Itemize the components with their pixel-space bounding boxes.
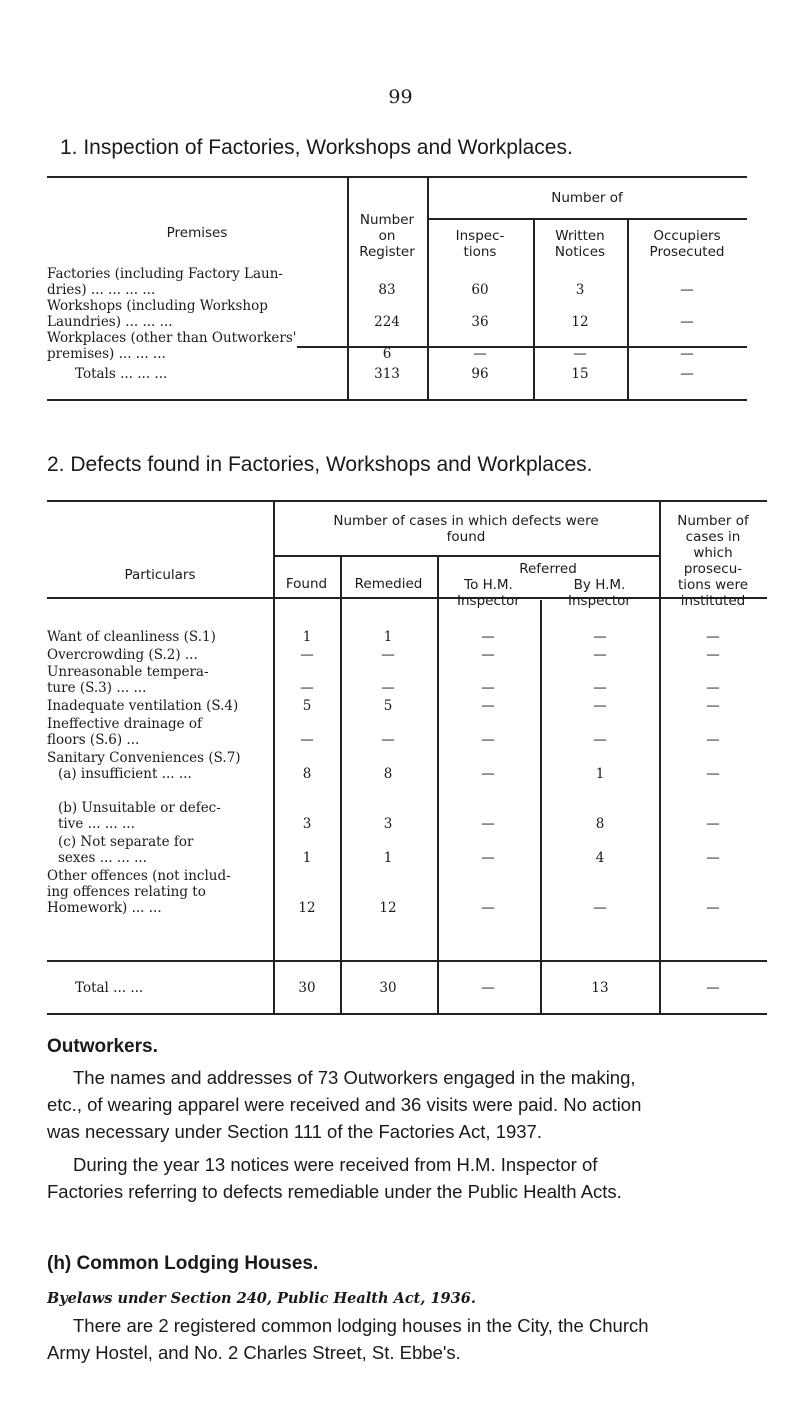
to-hm-header: To H.M. Inspector <box>457 577 520 609</box>
table-cell: 1 <box>595 766 605 782</box>
table-cell: — <box>593 732 607 748</box>
table-cell: 1 <box>383 629 393 645</box>
table-row-label: Factories (including Factory Laun- dries) ... ... ... ... <box>47 266 283 298</box>
table-cell: — <box>481 680 495 696</box>
table-cell: 12 <box>379 900 397 916</box>
table-cell: — <box>481 816 495 832</box>
table-cell: — <box>481 900 495 916</box>
number-of-header: Number of <box>551 190 623 206</box>
totals-cell: — <box>481 980 495 996</box>
totals-cell: 30 <box>379 980 397 996</box>
table-cell: — <box>706 698 720 714</box>
table-cell: 4 <box>595 850 605 866</box>
table-cell: 12 <box>571 314 589 330</box>
table-cell: 3 <box>383 816 393 832</box>
table-cell: — <box>706 629 720 645</box>
table-cell: 5 <box>383 698 393 714</box>
table-cell: — <box>381 732 395 748</box>
table-row-label: Workshops (including Workshop Laundries) ... ... ... <box>47 298 268 330</box>
table-cell: — <box>481 850 495 866</box>
table-cell: — <box>706 816 720 832</box>
table-cell: — <box>593 680 607 696</box>
table-cell: — <box>680 314 694 330</box>
table-cell: — <box>706 900 720 916</box>
section2-title: 2. Defects found in Factories, Workshops and Workplaces. <box>47 453 593 476</box>
table-cell: — <box>706 766 720 782</box>
particulars-header: Particulars <box>124 567 196 583</box>
table-cell: 3 <box>575 282 585 298</box>
table-cell: — <box>706 680 720 696</box>
totals-cell: 13 <box>591 980 609 996</box>
table-cell: 83 <box>378 282 396 298</box>
table-cell: — <box>593 900 607 916</box>
table-row-label: (b) Unsuitable or defec- tive ... ... ... <box>58 800 221 832</box>
table-cell: 12 <box>298 900 316 916</box>
table-row-label: (a) insufficient ... ... <box>58 766 192 782</box>
totals-cell: — <box>680 366 694 382</box>
table-cell: — <box>300 647 314 663</box>
inspections-header: Inspec- tions <box>455 228 505 260</box>
byelaws-subheading: Byelaws under Section 240, Public Health Act, 1936. <box>47 1290 476 1307</box>
table-row-label: Unreasonable tempera- ture (S.3) ... ... <box>47 664 209 696</box>
table-cell: 1 <box>302 629 312 645</box>
totals-cell: — <box>706 980 720 996</box>
cases-header: Number of cases in which defects were found <box>333 513 599 545</box>
table-cell: — <box>593 698 607 714</box>
table-cell: — <box>706 732 720 748</box>
totals-cell: 313 <box>374 366 400 382</box>
register-header: Number on Register <box>359 212 415 260</box>
table-row-label: Inadequate ventilation (S.4) <box>47 698 239 714</box>
table-cell: — <box>481 629 495 645</box>
table-row-label: Other offences (not includ- ing offences relating to Homework) ... ... <box>47 868 231 916</box>
written-notices-header: Written Notices <box>554 228 606 260</box>
referred-header: Referred <box>519 561 577 577</box>
table-cell: — <box>573 346 587 362</box>
table-cell: — <box>381 680 395 696</box>
table-row-label: Workplaces (other than Outworkers' premises) ... ... ... <box>47 330 297 362</box>
table-cell: — <box>481 647 495 663</box>
notices-paragraph: During the year 13 notices were received from H.M. Inspector of Factories referring to defects remediable under the Public Health Acts. <box>47 1154 622 1202</box>
table-cell: 36 <box>471 314 489 330</box>
outworkers-heading: Outworkers. <box>47 1036 158 1057</box>
table-cell: — <box>706 850 720 866</box>
remedied-header: Remedied <box>354 576 423 592</box>
table-cell: — <box>481 766 495 782</box>
table-cell: 3 <box>302 816 312 832</box>
table-cell: 8 <box>383 766 393 782</box>
table-cell: — <box>300 732 314 748</box>
totals-label: Totals ... ... ... <box>75 366 168 382</box>
table-row-label: Sanitary Conveniences (S.7) <box>47 750 241 766</box>
table-cell: — <box>481 732 495 748</box>
table-cell: 60 <box>471 282 489 298</box>
totals-label: Total ... ... <box>75 980 144 996</box>
table-cell: — <box>473 346 487 362</box>
table-cell: — <box>593 647 607 663</box>
found-header: Found <box>285 576 328 592</box>
table-cell: — <box>381 647 395 663</box>
prosecutions-header: Number of cases in which prosecu- tions were instituted <box>677 513 749 609</box>
table-cell: 1 <box>302 850 312 866</box>
table-row-label: Want of cleanliness (S.1) <box>47 629 216 645</box>
section1-title: 1. Inspection of Factories, Workshops and Workplaces. <box>60 136 573 159</box>
table-cell: 224 <box>374 314 400 330</box>
outworkers-paragraph: The names and addresses of 73 Outworkers engaged in the making, etc., of wearing apparel were received and 36 visits were paid. No action was necessary under Section 111 of the Factories Act, 1937. <box>47 1067 642 1142</box>
table-cell: — <box>680 346 694 362</box>
lodging-heading: (h) Common Lodging Houses. <box>47 1253 319 1274</box>
table-row-label: Ineffective drainage of floors (S.6) ... <box>47 716 203 748</box>
table-cell: — <box>300 680 314 696</box>
table-cell: 1 <box>383 850 393 866</box>
table-cell: — <box>593 629 607 645</box>
page-number: 99 <box>388 86 413 108</box>
table-row-label: (c) Not separate for sexes ... ... ... <box>58 834 194 866</box>
table-cell: — <box>706 647 720 663</box>
table-cell: — <box>680 282 694 298</box>
table-cell: 8 <box>302 766 312 782</box>
totals-cell: 30 <box>298 980 316 996</box>
table-cell: 6 <box>382 346 392 362</box>
table-row-label: Overcrowding (S.2) ... <box>47 647 198 663</box>
table-cell: 8 <box>595 816 605 832</box>
occupiers-prosecuted-header: Occupiers Prosecuted <box>649 228 725 260</box>
premises-header: Premises <box>166 225 228 241</box>
totals-cell: 96 <box>471 366 489 382</box>
totals-cell: 15 <box>571 366 589 382</box>
table-cell: — <box>481 698 495 714</box>
table-cell: 5 <box>302 698 312 714</box>
by-hm-header: By H.M. Inspector <box>568 577 631 609</box>
lodging-paragraph: There are 2 registered common lodging houses in the City, the Church Army Hostel, and No. 2 Charles Street, St. Ebbe's. <box>47 1315 649 1363</box>
